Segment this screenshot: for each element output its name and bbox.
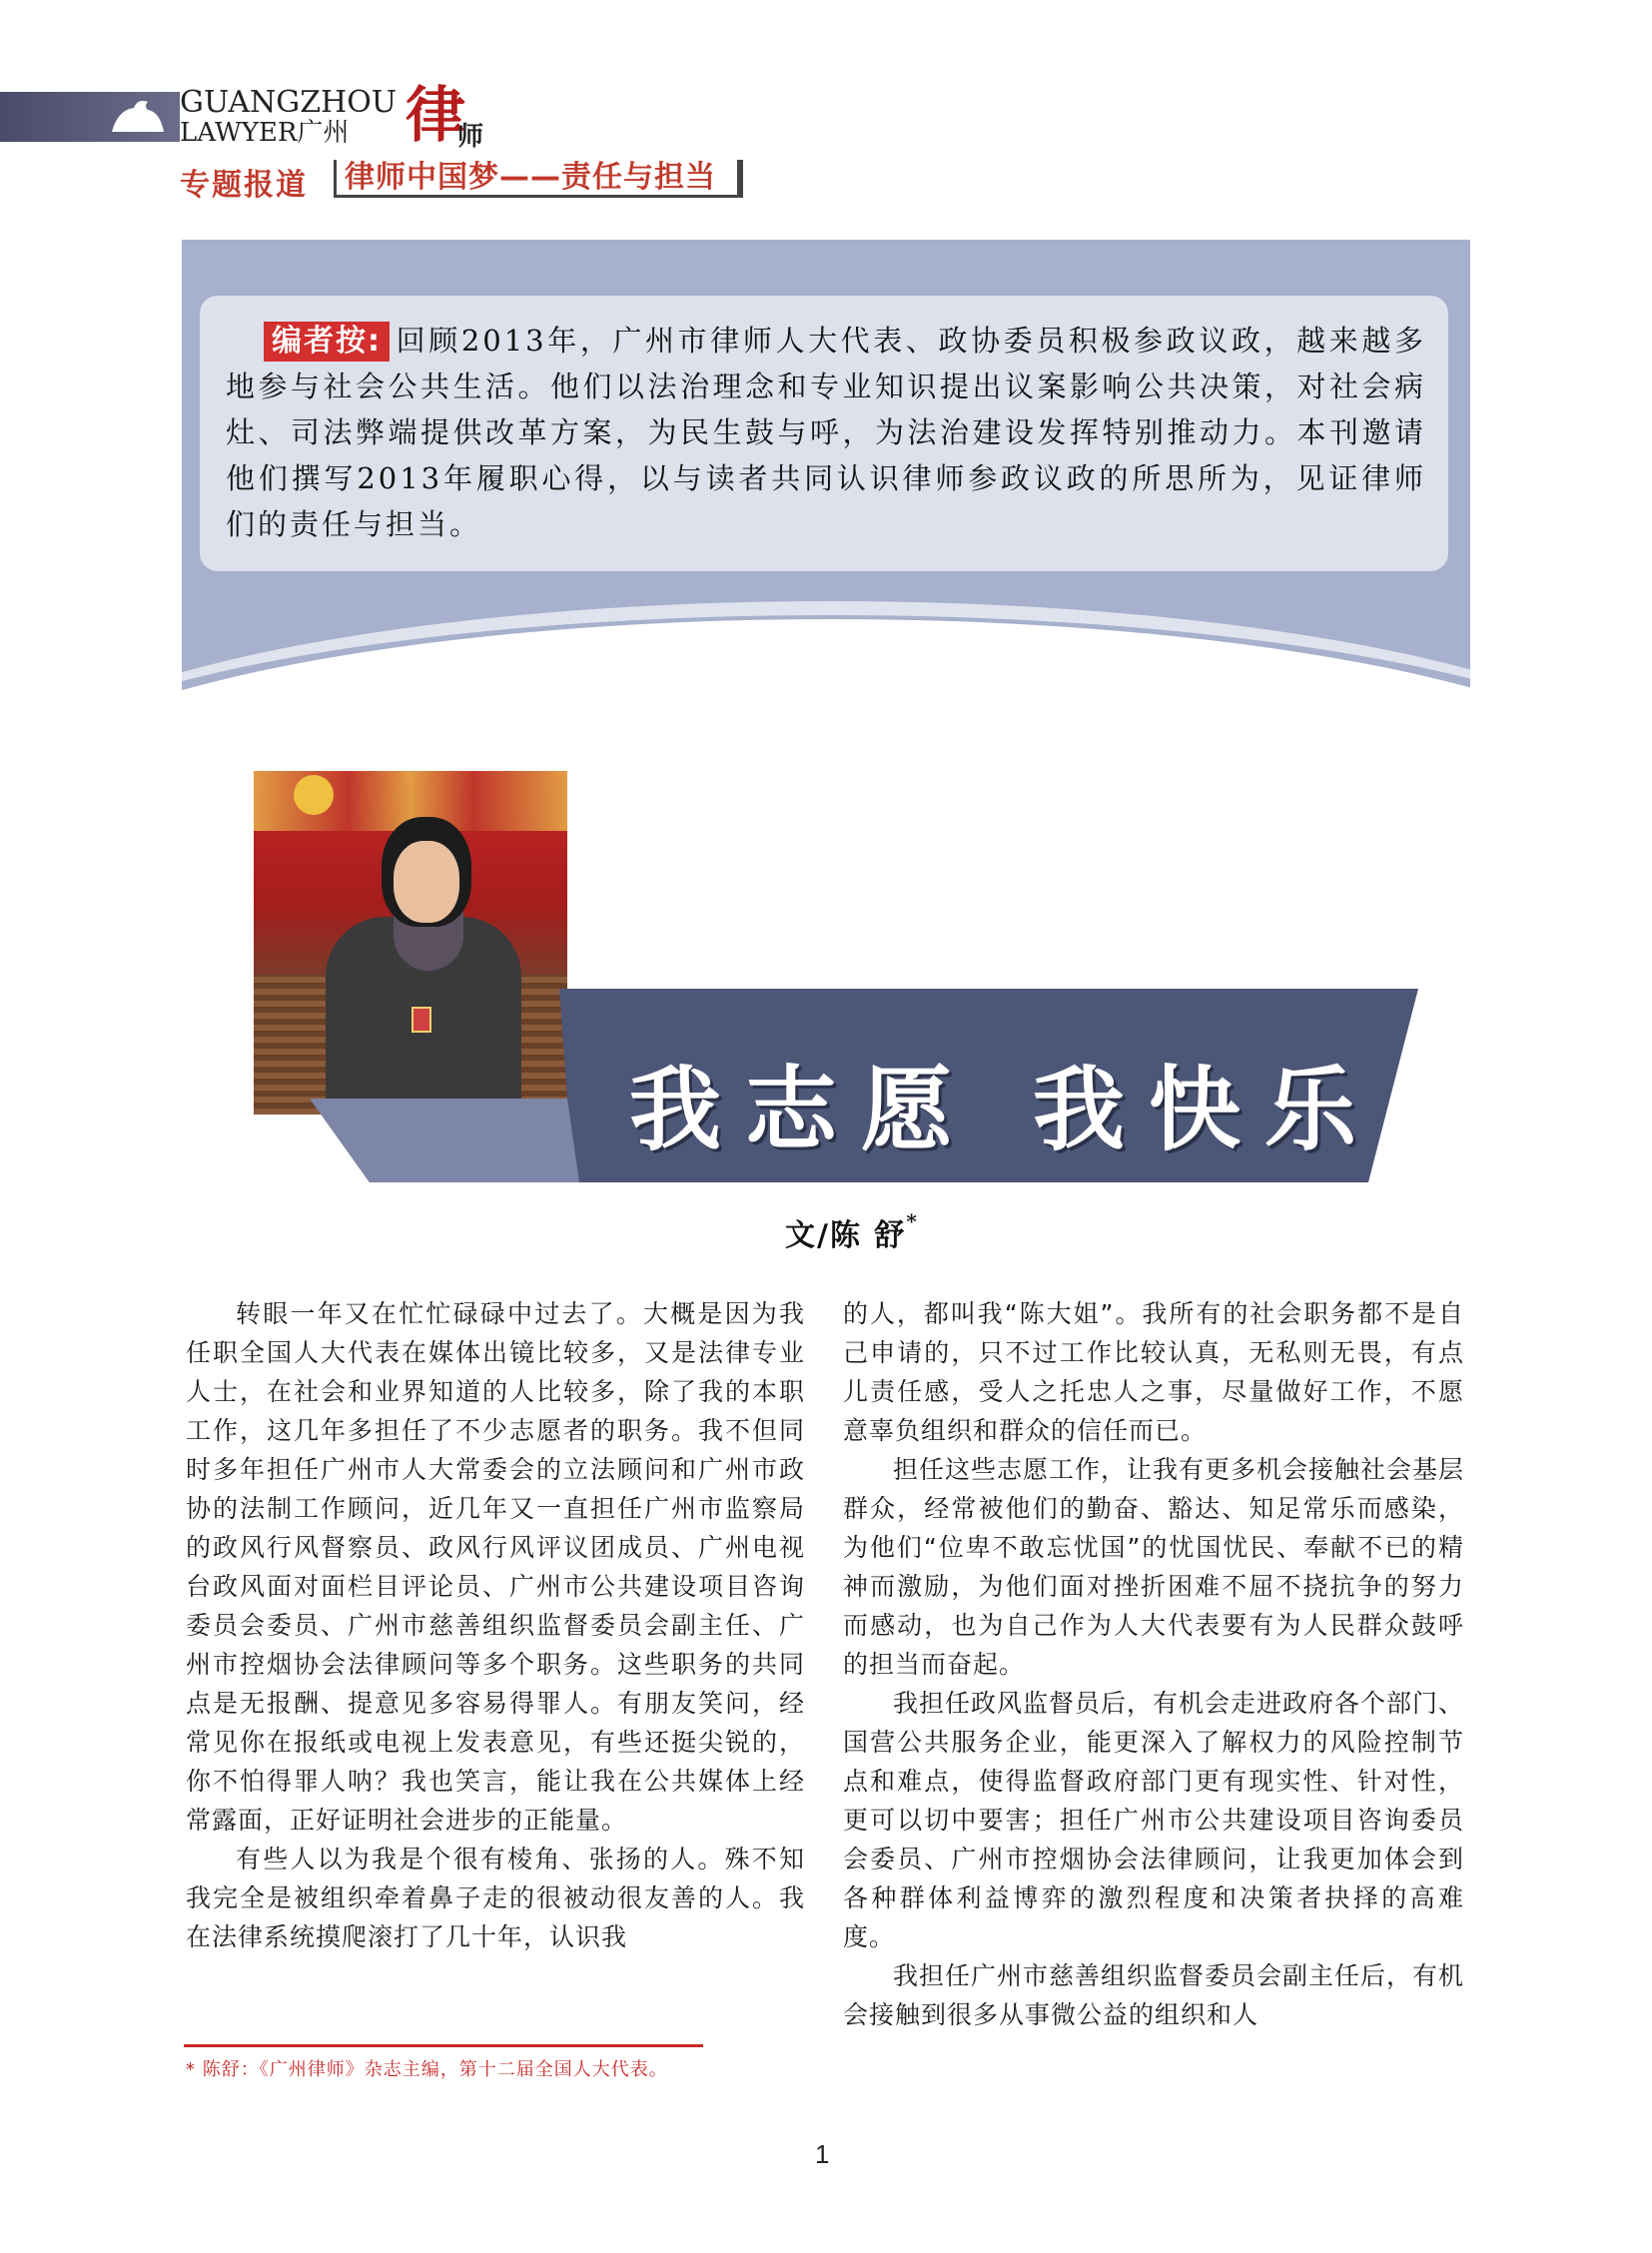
editor-note-text: 回顾2013年，广州市律师人大代表、政协委员积极参政议政，越来越多地参与社会公共生活。他们以法治理念和专业知识提出议案影响公共决策，对社会病灶、司法弊端提供改革方案，为民生鼓与呼，为法治建设发挥特别推动力。本刊邀请他们撰写2013年履职心得，以与读者共同认识律师参政议政的所思所为，见证律师们的责任与担当。 [226,324,1426,541]
byline-footnote-mark: * [906,1209,919,1233]
paragraph: 的人，都叫我“陈大姐”。我所有的社会职务都不是自己申请的，只不过工作比较认真，无私则无畏，有点儿责任感，受人之托忠人之事，尽量做好工作，不愿意辜负组织和群众的信任而已。 [843,1299,1464,1445]
logo-line-1: GUANGZHOU [180,85,398,120]
paragraph: 我担任政风监督员后，有机会走进政府各个部门、国营公共服务企业，能更深入了解权力的风险控制节点和难点，使得监督政府部门更有现实性、针对性，更可以切中要害；担任广州市公共建设项目咨询委员会委员、广州市控烟协会法律顾问，让我更加体会到各种群体利益博弈的激烈程度和决策者抉择的高难度。 [843,1689,1465,1951]
editor-note-label: 编者按: [264,322,390,362]
paragraph: 我担任广州市慈善组织监督委员会副主任后，有机会接触到很多从事微公益的组织和人 [843,1961,1465,2029]
national-emblem-icon [294,775,334,815]
byline [785,1210,919,1254]
section-label: 专题报道 [180,168,308,203]
paragraph: 转眼一年又在忙忙碌碌中过去了。大概是因为我任职全国人大代表在媒体出镜比较多，又是法律专业人士，在社会和业界知道的人比较多，除了我的本职工作，这几年多担任了不少志愿者的职务。我不但同时多年担任广州市人大常委会的立法顾问和广州市政协的法制工作顾问，近几年又一直担任广州市监察局的政风行风督察员、政风行风评议团成员、广州电视台政风面对面栏目评论员、广州市公共建设项目咨询委员会委员、广州市慈善组织监督委员会副主任、广州市控烟协会法律顾问等多个职务。这些职务的共同点是无报酬、提意见多容易得罪人。有朋友笑问，经常见你在报纸或电视上发表意见，有些还挺尖锐的，你不怕得罪人呐？我也笑言，能让我在公共媒体上经常露面，正好证明社会进步的正能量。 [186,1299,805,1835]
logo-big-character: 律 [406,81,465,151]
editor-note-box [200,296,1448,571]
editor-note-paragraph [226,318,1426,547]
bird-logo-icon [108,92,168,142]
logo-line-2: LAWYER广州 [180,118,350,148]
article-title: 我志愿 我快乐 [629,1057,1381,1163]
paragraph: 有些人以为我是个很有棱角、张扬的人。殊不知我完全是被组织牵着鼻子走的很被动很友善的人。我在法律系统摸爬滚打了几十年，认识我 [186,1845,805,1951]
article-column-left [186,1294,805,1956]
byline-text: 文/陈 舒 [785,1218,907,1253]
page-number: 1 [815,2139,830,2169]
footnote: * 陈舒：《广州律师》杂志主编，第十二届全国人大代表。 [186,2059,668,2080]
article-column-right [843,1294,1464,2034]
footnote-rule [184,2044,703,2047]
section-topic: 律师中国梦——责任与担当 [334,160,743,198]
magazine-logo [180,85,398,148]
logo-small-character: 师 [457,122,484,152]
paragraph: 担任这些志愿工作，让我有更多机会接触社会基层群众，经常被他们的勤奋、豁达、知足常乐而感染，为他们“位卑不敢忘忧国”的忧国忧民、奉献不已的精神而激励，为他们面对挫折困难不屈不挠抗争的努力而感动，也为自己作为人大代表要有为人民群众鼓呼的担当而奋起。 [843,1455,1465,1679]
